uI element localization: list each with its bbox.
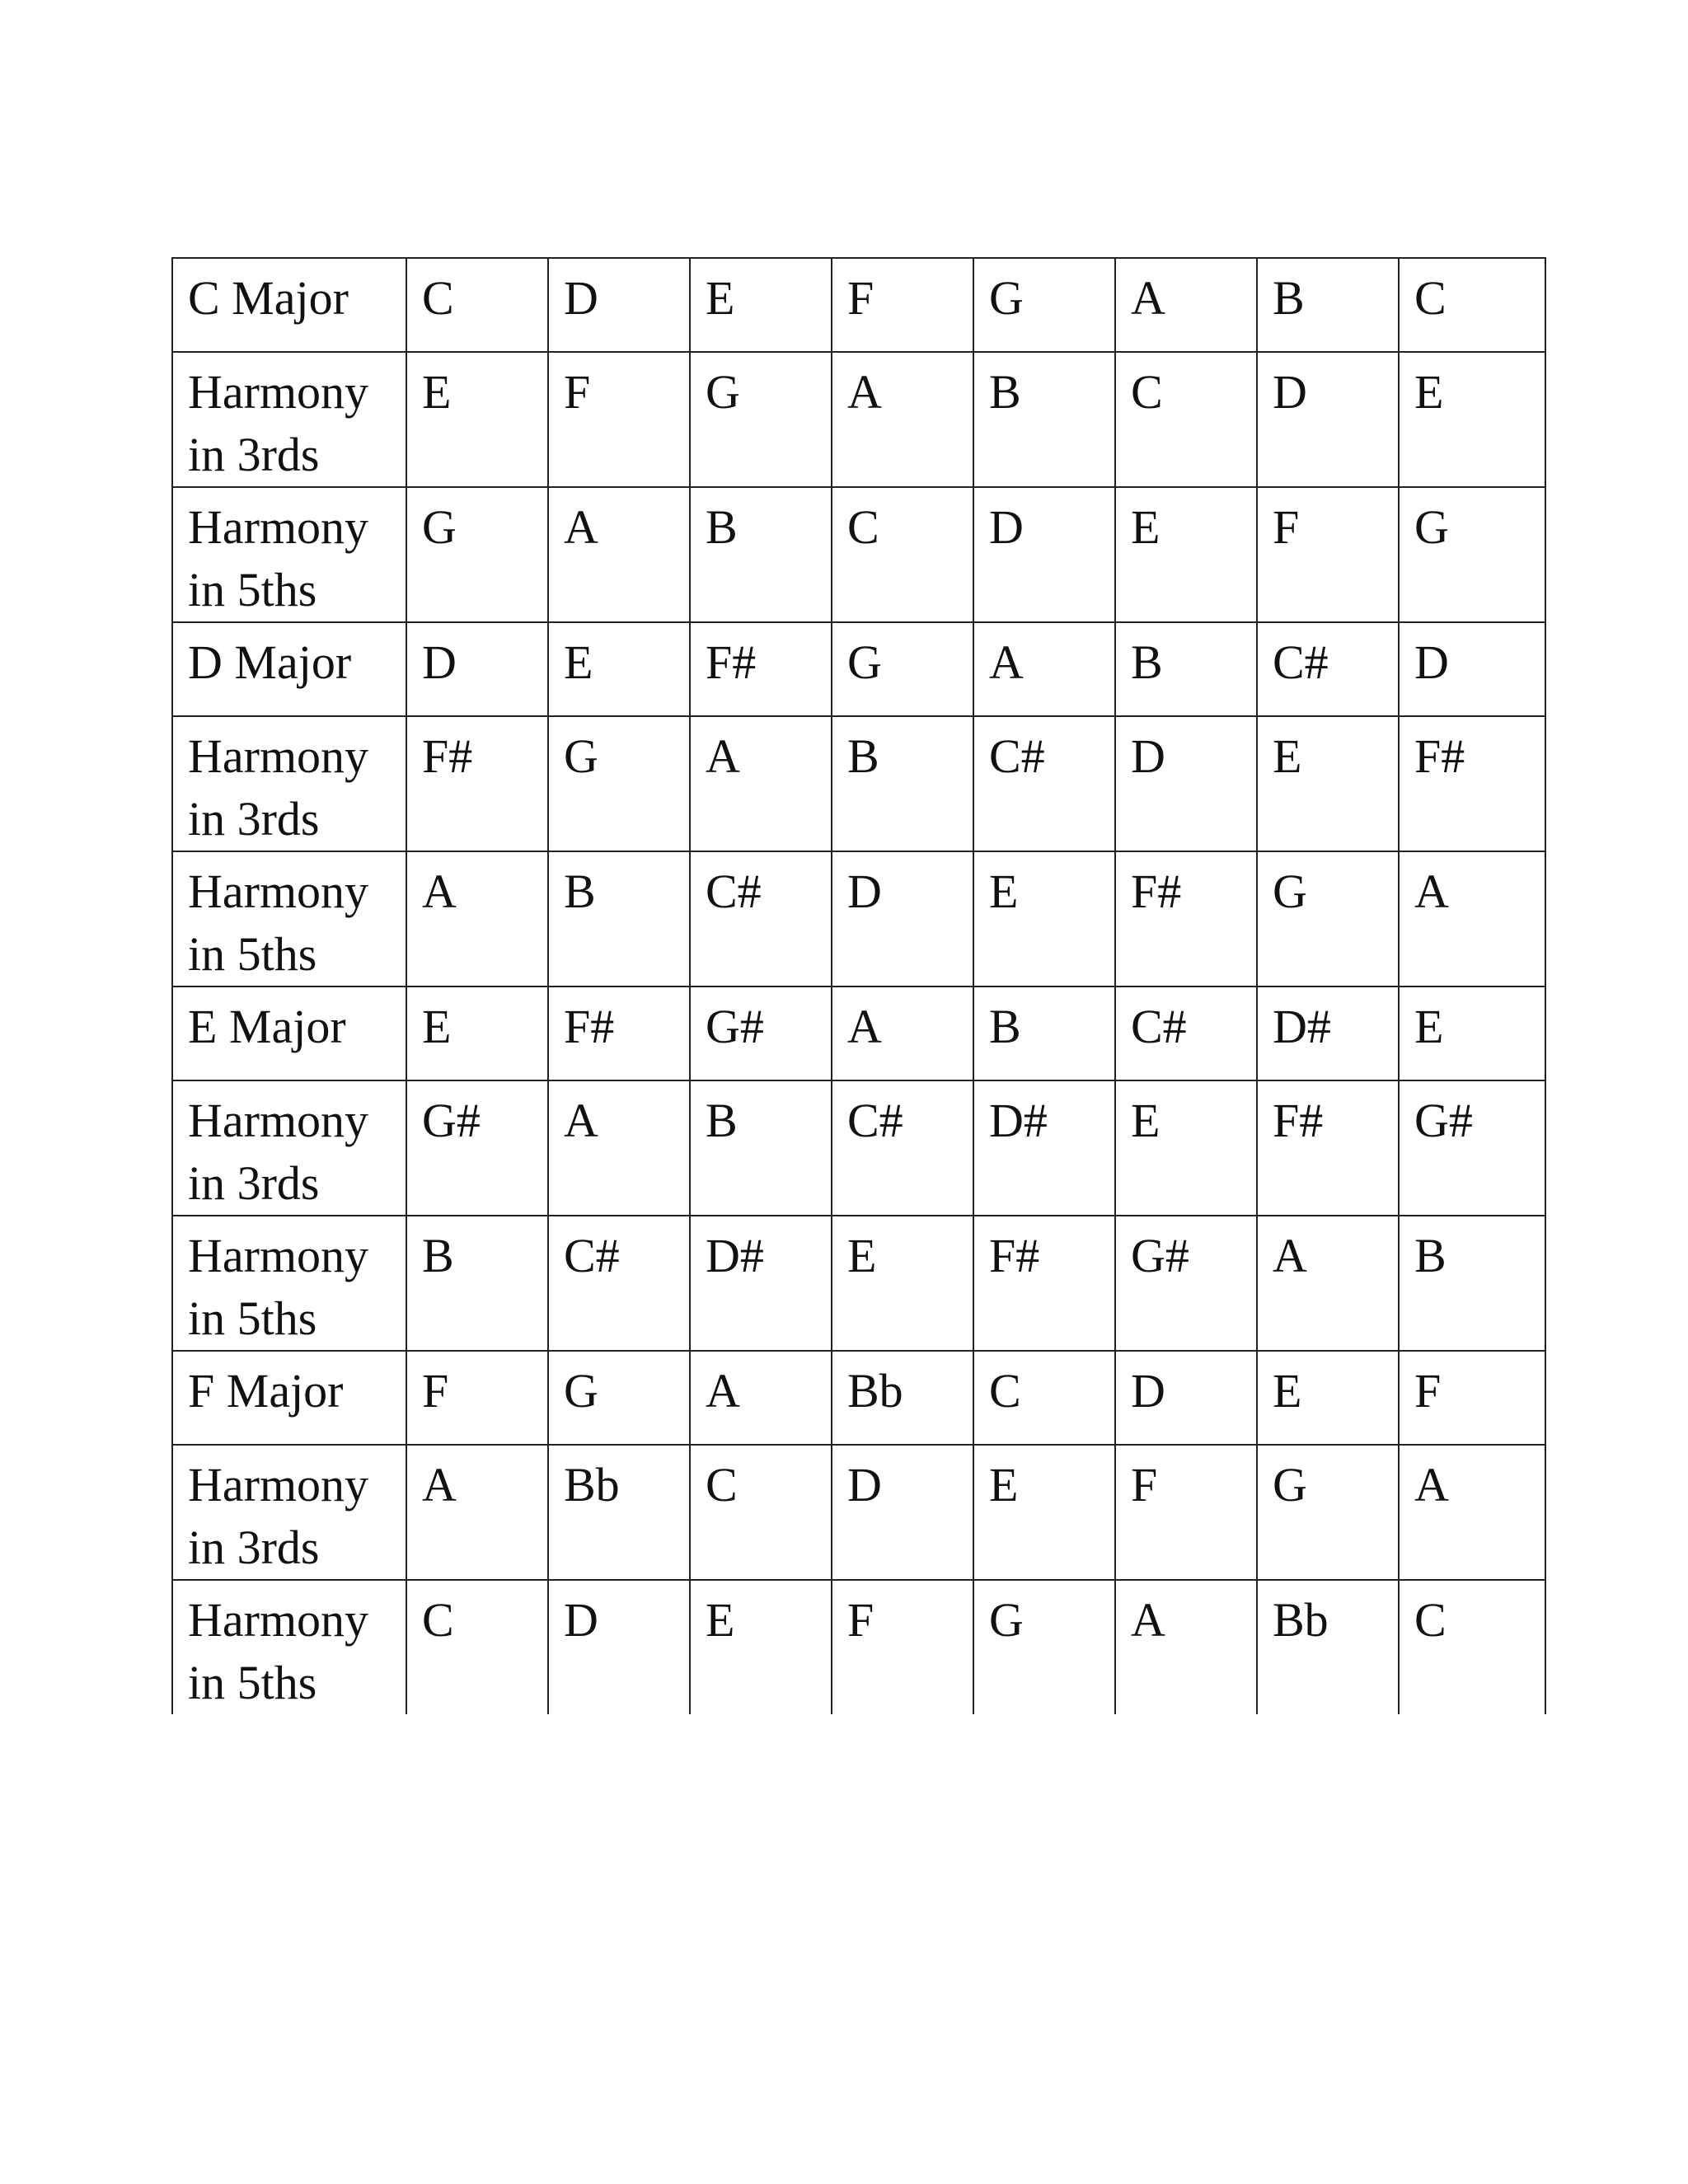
row-label-cell: Harmony in 5ths bbox=[172, 1580, 406, 1714]
note-cell: D bbox=[1257, 352, 1399, 487]
note-cell: G bbox=[973, 258, 1115, 352]
note-cell: F bbox=[832, 1580, 973, 1714]
note-cell: B bbox=[1257, 258, 1399, 352]
note-cell: G bbox=[1399, 487, 1545, 622]
note-cell: B bbox=[973, 352, 1115, 487]
note-cell: E bbox=[690, 258, 832, 352]
note-cell: G# bbox=[1115, 1216, 1257, 1351]
note-cell: D# bbox=[690, 1216, 832, 1351]
note-cell: C bbox=[973, 1351, 1115, 1445]
note-cell: G bbox=[548, 716, 690, 851]
note-cell: C# bbox=[548, 1216, 690, 1351]
table-row bbox=[172, 1580, 1545, 1714]
note-cell: E bbox=[973, 1445, 1115, 1580]
row-label-cell: Harmony in 3rds bbox=[172, 1080, 406, 1216]
note-cell: F bbox=[1115, 1445, 1257, 1580]
table-row bbox=[172, 1351, 1545, 1445]
note-cell: A bbox=[406, 851, 548, 987]
scale-harmony-table bbox=[171, 257, 1546, 1714]
note-cell: F bbox=[832, 258, 973, 352]
note-cell: G bbox=[690, 352, 832, 487]
note-cell: C bbox=[690, 1445, 832, 1580]
note-cell: D bbox=[406, 622, 548, 716]
table-row bbox=[172, 716, 1545, 851]
note-cell: D bbox=[548, 258, 690, 352]
note-cell: A bbox=[1115, 258, 1257, 352]
note-cell: E bbox=[1115, 1080, 1257, 1216]
note-cell: C bbox=[1399, 1580, 1545, 1714]
note-cell: C bbox=[832, 487, 973, 622]
note-cell: E bbox=[1257, 716, 1399, 851]
table-row bbox=[172, 487, 1545, 622]
table-row bbox=[172, 851, 1545, 987]
note-cell: B bbox=[690, 1080, 832, 1216]
note-cell: C# bbox=[1115, 987, 1257, 1080]
note-cell: A bbox=[1115, 1580, 1257, 1714]
note-cell: A bbox=[690, 1351, 832, 1445]
note-cell: D bbox=[832, 1445, 973, 1580]
note-cell: F bbox=[406, 1351, 548, 1445]
table-row bbox=[172, 352, 1545, 487]
note-cell: D# bbox=[1257, 987, 1399, 1080]
note-cell: G# bbox=[1399, 1080, 1545, 1216]
note-cell: Bb bbox=[832, 1351, 973, 1445]
row-label-cell: Harmony in 5ths bbox=[172, 851, 406, 987]
note-cell: F# bbox=[406, 716, 548, 851]
note-cell: Bb bbox=[1257, 1580, 1399, 1714]
note-cell: E bbox=[548, 622, 690, 716]
note-cell: B bbox=[690, 487, 832, 622]
note-cell: A bbox=[548, 487, 690, 622]
row-label-cell: Harmony in 3rds bbox=[172, 716, 406, 851]
note-cell: E bbox=[1399, 987, 1545, 1080]
note-cell: E bbox=[973, 851, 1115, 987]
table-row bbox=[172, 1216, 1545, 1351]
note-cell: E bbox=[690, 1580, 832, 1714]
note-cell: B bbox=[832, 716, 973, 851]
table-row bbox=[172, 987, 1545, 1080]
note-cell: D bbox=[973, 487, 1115, 622]
note-cell: E bbox=[832, 1216, 973, 1351]
note-cell: E bbox=[1257, 1351, 1399, 1445]
note-cell: D bbox=[1115, 716, 1257, 851]
note-cell: E bbox=[1115, 487, 1257, 622]
note-cell: B bbox=[1115, 622, 1257, 716]
note-cell: A bbox=[832, 987, 973, 1080]
row-label-cell: F Major bbox=[172, 1351, 406, 1445]
row-label-cell: D Major bbox=[172, 622, 406, 716]
note-cell: B bbox=[548, 851, 690, 987]
note-cell: C# bbox=[1257, 622, 1399, 716]
note-cell: B bbox=[406, 1216, 548, 1351]
note-cell: G# bbox=[406, 1080, 548, 1216]
note-cell: E bbox=[406, 987, 548, 1080]
note-cell: E bbox=[406, 352, 548, 487]
note-cell: C# bbox=[973, 716, 1115, 851]
note-cell: G bbox=[1257, 1445, 1399, 1580]
note-cell: G bbox=[548, 1351, 690, 1445]
note-cell: F bbox=[1257, 487, 1399, 622]
note-cell: A bbox=[1399, 1445, 1545, 1580]
note-cell: A bbox=[1399, 851, 1545, 987]
note-cell: D bbox=[1115, 1351, 1257, 1445]
note-cell: G bbox=[406, 487, 548, 622]
note-cell: D bbox=[1399, 622, 1545, 716]
note-cell: F bbox=[548, 352, 690, 487]
row-label-cell: Harmony in 3rds bbox=[172, 352, 406, 487]
note-cell: G bbox=[973, 1580, 1115, 1714]
row-label-cell: Harmony in 5ths bbox=[172, 1216, 406, 1351]
note-cell: G# bbox=[690, 987, 832, 1080]
table-row bbox=[172, 258, 1545, 352]
note-cell: A bbox=[832, 352, 973, 487]
row-label-cell: C Major bbox=[172, 258, 406, 352]
note-cell: G bbox=[1257, 851, 1399, 987]
table-row bbox=[172, 1445, 1545, 1580]
note-cell: A bbox=[406, 1445, 548, 1580]
note-cell: F# bbox=[1257, 1080, 1399, 1216]
note-cell: C# bbox=[832, 1080, 973, 1216]
note-cell: C bbox=[1399, 258, 1545, 352]
note-cell: B bbox=[1399, 1216, 1545, 1351]
note-cell: F bbox=[1399, 1351, 1545, 1445]
note-cell: A bbox=[973, 622, 1115, 716]
note-cell: A bbox=[690, 716, 832, 851]
table-body bbox=[172, 258, 1545, 1714]
note-cell: F# bbox=[1399, 716, 1545, 851]
note-cell: D bbox=[548, 1580, 690, 1714]
note-cell: A bbox=[548, 1080, 690, 1216]
note-cell: C# bbox=[690, 851, 832, 987]
note-cell: Bb bbox=[548, 1445, 690, 1580]
note-cell: C bbox=[1115, 352, 1257, 487]
note-cell: F# bbox=[973, 1216, 1115, 1351]
table-row bbox=[172, 1080, 1545, 1216]
note-cell: C bbox=[406, 1580, 548, 1714]
row-label-cell: E Major bbox=[172, 987, 406, 1080]
note-cell: G bbox=[832, 622, 973, 716]
row-label-cell: Harmony in 5ths bbox=[172, 487, 406, 622]
note-cell: E bbox=[1399, 352, 1545, 487]
note-cell: D bbox=[832, 851, 973, 987]
note-cell: A bbox=[1257, 1216, 1399, 1351]
note-cell: F# bbox=[690, 622, 832, 716]
note-cell: D# bbox=[973, 1080, 1115, 1216]
table-row bbox=[172, 622, 1545, 716]
row-label-cell: Harmony in 3rds bbox=[172, 1445, 406, 1580]
note-cell: F# bbox=[1115, 851, 1257, 987]
note-cell: B bbox=[973, 987, 1115, 1080]
note-cell: C bbox=[406, 258, 548, 352]
note-cell: F# bbox=[548, 987, 690, 1080]
